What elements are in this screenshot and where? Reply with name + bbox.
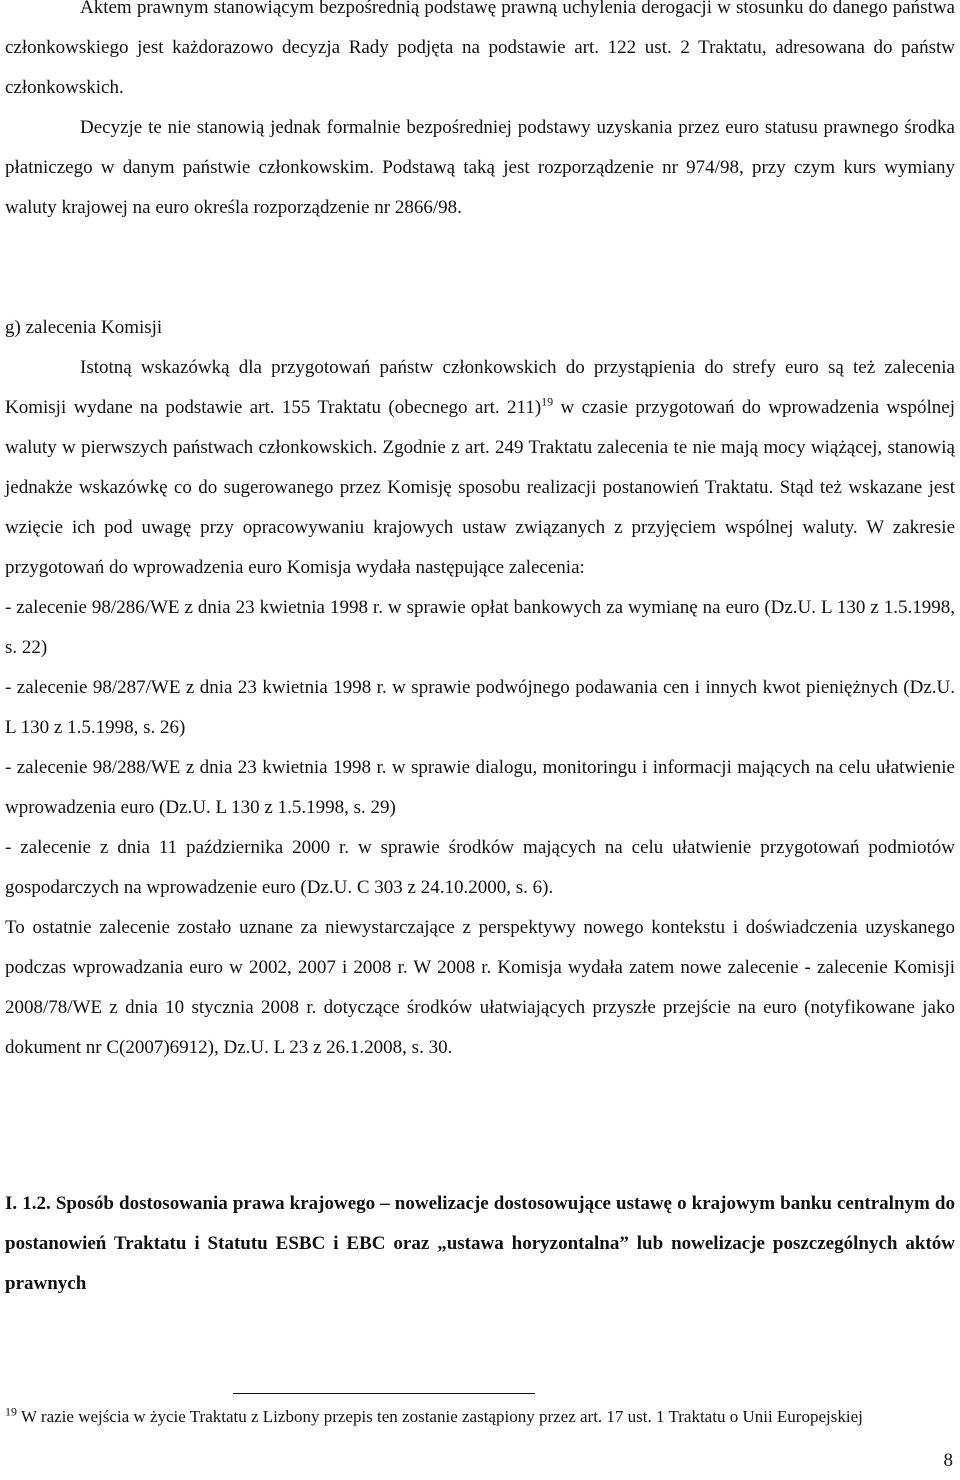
list-item: - zalecenie 98/288/WE z dnia 23 kwietnia 1998 r. w sprawie dialogu, monitoringu i informacji mających na celu ułatwienie wprowadzenia euro (Dz.U. L 130 z 1.5.1998, s. 29) — [5, 757, 955, 818]
paragraph-derogation-act: Aktem prawnym stanowiącym bezpośrednią podstawę prawną uchylenia derogacji w stosunku do danego państwa członkowskiego jest każdorazowo decyzja Rady podjęta na podstawie art. 122 ust. 2 Traktatu, adresowana do państw członkowskich. — [5, 0, 955, 98]
section-g-heading: g) zalecenia Komisji — [5, 317, 163, 338]
footnote-text: W razie wejścia w życie Traktatu z Lizbony przepis ten zostanie zastąpiony przez art. 17 ust. 1 Traktatu o Unii Europejskiej — [17, 1407, 863, 1426]
footnote-number: 19 — [5, 1404, 17, 1419]
section-heading — [5, 1184, 955, 1304]
commission-recommendations-block — [5, 348, 955, 1068]
paragraph-legal-tender: Decyzje te nie stanowią jednak formalnie bezpośredniej podstawy uzyskania przez euro statusu prawnego środka płatniczego w danym państwie członkowskim. Podstawą taką jest rozporządzenie nr 974/98, przy czym kurs wymiany waluty krajowej na euro określa rozporządzenie nr 2866/98. — [5, 117, 955, 218]
list-item: - zalecenie z dnia 11 października 2000 r. w sprawie środków mających na celu ułatwienie przygotowań podmiotów gospodarczych na wprowadzenie euro (Dz.U. C 303 z 24.10.2000, s. 6). — [5, 837, 955, 898]
section-heading-number: I. 1.2. — [5, 1193, 51, 1214]
list-item: - zalecenie 98/287/WE z dnia 23 kwietnia 1998 r. w sprawie podwójnego podawania cen i innych kwot pieniężnych (Dz.U. L 130 z 1.5.1998, s. 26) — [5, 677, 955, 738]
paragraph-commission-guidance-text: Istotną wskazówką dla przygotowań państw członkowskich do przystąpienia do strefy euro są też zalecenia Komisji wydane na podstawie art. 155 Traktatu (obecnego art. 211) — [5, 357, 955, 418]
footnote-divider — [233, 1393, 535, 1394]
paragraph-commission-guidance-continued: w czasie przygotowań do wprowadzenia wspólnej waluty w pierwszych państwach członkowskich. Zgodnie z art. 249 Traktatu zalecenia te nie mają mocy wiążącej, stanowią jednakże wskazówkę co do sugerowanego przez Komisję sposobu realizacji postanowień Traktatu. Stąd też wskazane jest wzięcie ich pod uwagę przy opracowywaniu krajowych ustaw związanych z przyjęciem wspólnej waluty. W zakresie przygotowań do wprowadzenia euro Komisja wydała następujące zalecenia: — [5, 397, 955, 578]
footnote-reference: 19 — [541, 394, 554, 409]
section-heading-text: Sposób dostosowania prawa krajowego – nowelizacje dostosowujące ustawę o krajowym banku centralnym do postanowień Traktatu i Statutu ESBC i EBC oraz „ustawa horyzontalna” lub nowelizacje poszczególnych aktów prawnych — [5, 1193, 955, 1294]
paragraph-commission-guidance — [5, 348, 955, 588]
document-page — [5, 0, 955, 1480]
page-number: 8 — [943, 1450, 953, 1471]
footnote — [5, 1404, 955, 1429]
paragraph-new-recommendation: To ostatnie zalecenie zostało uznane za niewystarczające z perspektywy nowego kontekstu i doświadczenia uzyskanego podczas wprowadzania euro w 2002, 2007 i 2008 r. W 2008 r. Komisja wydała zatem nowe zalecenie - zalecenie Komisji 2008/78/WE z dnia 10 stycznia 2008 r. dotyczące środków ułatwiających przyszłe przejście na euro (notyfikowane jako dokument nr C(2007)6912), Dz.U. L 23 z 26.1.2008, s. 30. — [5, 917, 955, 1058]
list-item: - zalecenie 98/286/WE z dnia 23 kwietnia 1998 r. w sprawie opłat bankowych za wymianę na euro (Dz.U. L 130 z 1.5.1998, s. 22) — [5, 597, 955, 658]
